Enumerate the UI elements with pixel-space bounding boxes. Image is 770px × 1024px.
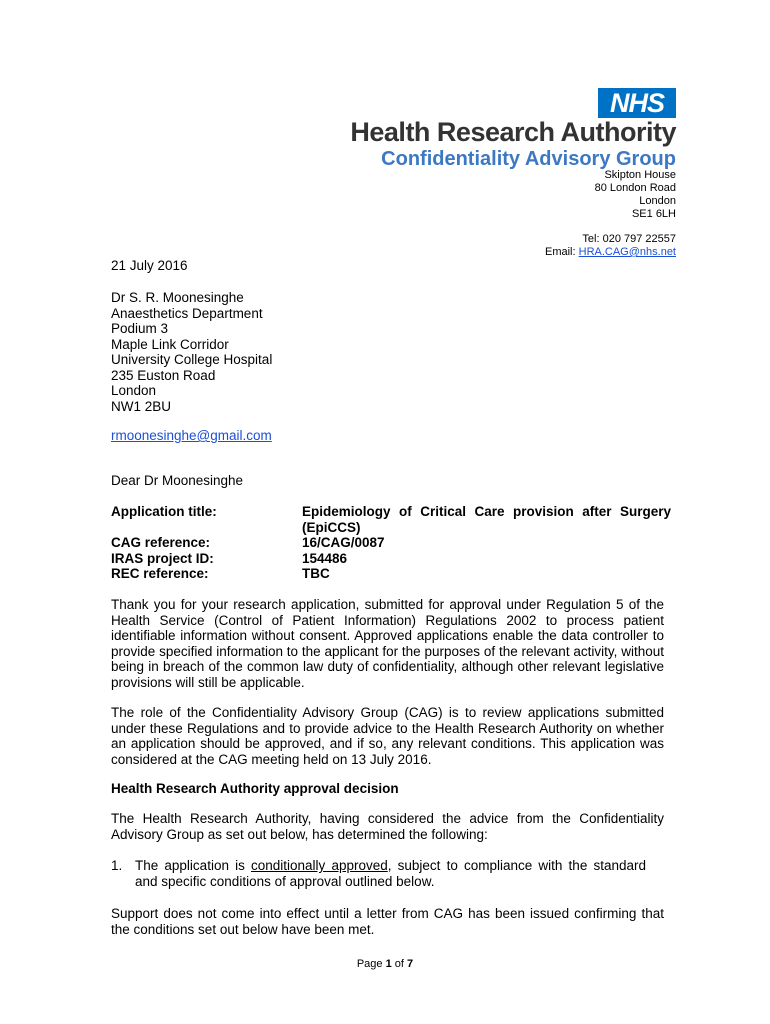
field-value: 16/CAG/0087 (302, 535, 385, 550)
field-label: IRAS project ID: (111, 550, 214, 566)
recipient-line: NW1 2BU (111, 398, 172, 414)
address-line: 80 London Road (594, 182, 676, 194)
organisation-name: Health Research Authority (350, 117, 676, 147)
list-text-start: The application is (135, 858, 251, 873)
section-heading: Health Research Authority approval decision (111, 781, 399, 796)
sender-email-link[interactable]: HRA.CAG@nhs.net (578, 246, 676, 258)
field-row (111, 535, 671, 551)
recipient-address (111, 290, 272, 414)
recipient-line: Podium 3 (111, 321, 169, 336)
list-text-end: , subject to compliance with the standard and specific conditions of approval outlined below. (135, 858, 647, 889)
page-total: 7 (407, 958, 414, 970)
field-value: 154486 (302, 550, 348, 566)
recipient-line: 235 Euston Road (111, 367, 216, 383)
list-item (111, 858, 646, 889)
field-label: CAG reference: (111, 535, 211, 550)
email-line (545, 246, 676, 259)
body-paragraph: The Health Research Authority, having considered the advice from the Confidentiality Advisory Group as set out below, has determined the following: (111, 811, 664, 842)
group-name: Confidentiality Advisory Group (381, 148, 676, 170)
recipient-line: London (111, 383, 157, 398)
address-line: London (639, 195, 676, 207)
nhs-logo: NHS (598, 88, 676, 118)
address-line: Skipton House (604, 169, 676, 181)
field-value: TBC (302, 566, 330, 581)
decision-emphasis: conditionally approved (251, 858, 388, 873)
recipient-line: University College Hospital (111, 352, 273, 367)
page-number: 1 (385, 958, 392, 970)
field-value: Epidemiology of Critical Care provision after Surgery (EpiCCS) (302, 504, 671, 535)
salutation: Dear Dr Moonesinghe (111, 473, 244, 488)
field-row (111, 551, 671, 567)
page-label: Page (356, 958, 386, 970)
page-footer (0, 958, 770, 970)
recipient-line: Dr S. R. Moonesinghe (111, 290, 244, 305)
telephone: Tel: 020 797 22557 (582, 233, 676, 245)
field-label: Application title: (111, 504, 217, 519)
letter-date: 21 July 2016 (111, 258, 188, 273)
recipient-email-link[interactable]: rmoonesinghe@gmail.com (111, 428, 272, 443)
recipient-line: Anaesthetics Department (111, 305, 263, 321)
page-of-label: of (391, 958, 408, 970)
list-text (135, 858, 646, 889)
field-row (111, 566, 671, 582)
body-paragraph: Support does not come into effect until a letter from CAG has been issued confirming that the conditions set out below have been met. (111, 906, 664, 937)
recipient-line: Maple Link Corridor (111, 336, 229, 352)
sender-address (595, 169, 676, 221)
field-row (111, 504, 671, 535)
email-label: Email: (545, 246, 579, 258)
list-number: 1. (111, 858, 123, 873)
body-paragraph: The role of the Confidentiality Advisory Group (CAG) is to review applications submitted under these Regulations and to provide advice to the Health Research Authority on whether an application should be approved, and if so, any relevant conditions. This application was considered at the CAG meeting held on 13 July 2016. (111, 705, 664, 767)
sender-contact (545, 233, 676, 259)
address-line: SE1 6LH (631, 208, 676, 220)
field-label: REC reference: (111, 566, 209, 581)
body-paragraph: Thank you for your research application, submitted for approval under Regulation 5 of the Health Service (Control of Patient Information) Regulations 2002 to process patient identifiable information without consent. Approved applications enable the data controller to provide specified information to the applicant for the purposes of the relevant activity, without being in breach of the common law duty of confidentiality, although other relevant legislative provisions will still be applicable. (111, 597, 664, 690)
application-details (111, 504, 671, 582)
